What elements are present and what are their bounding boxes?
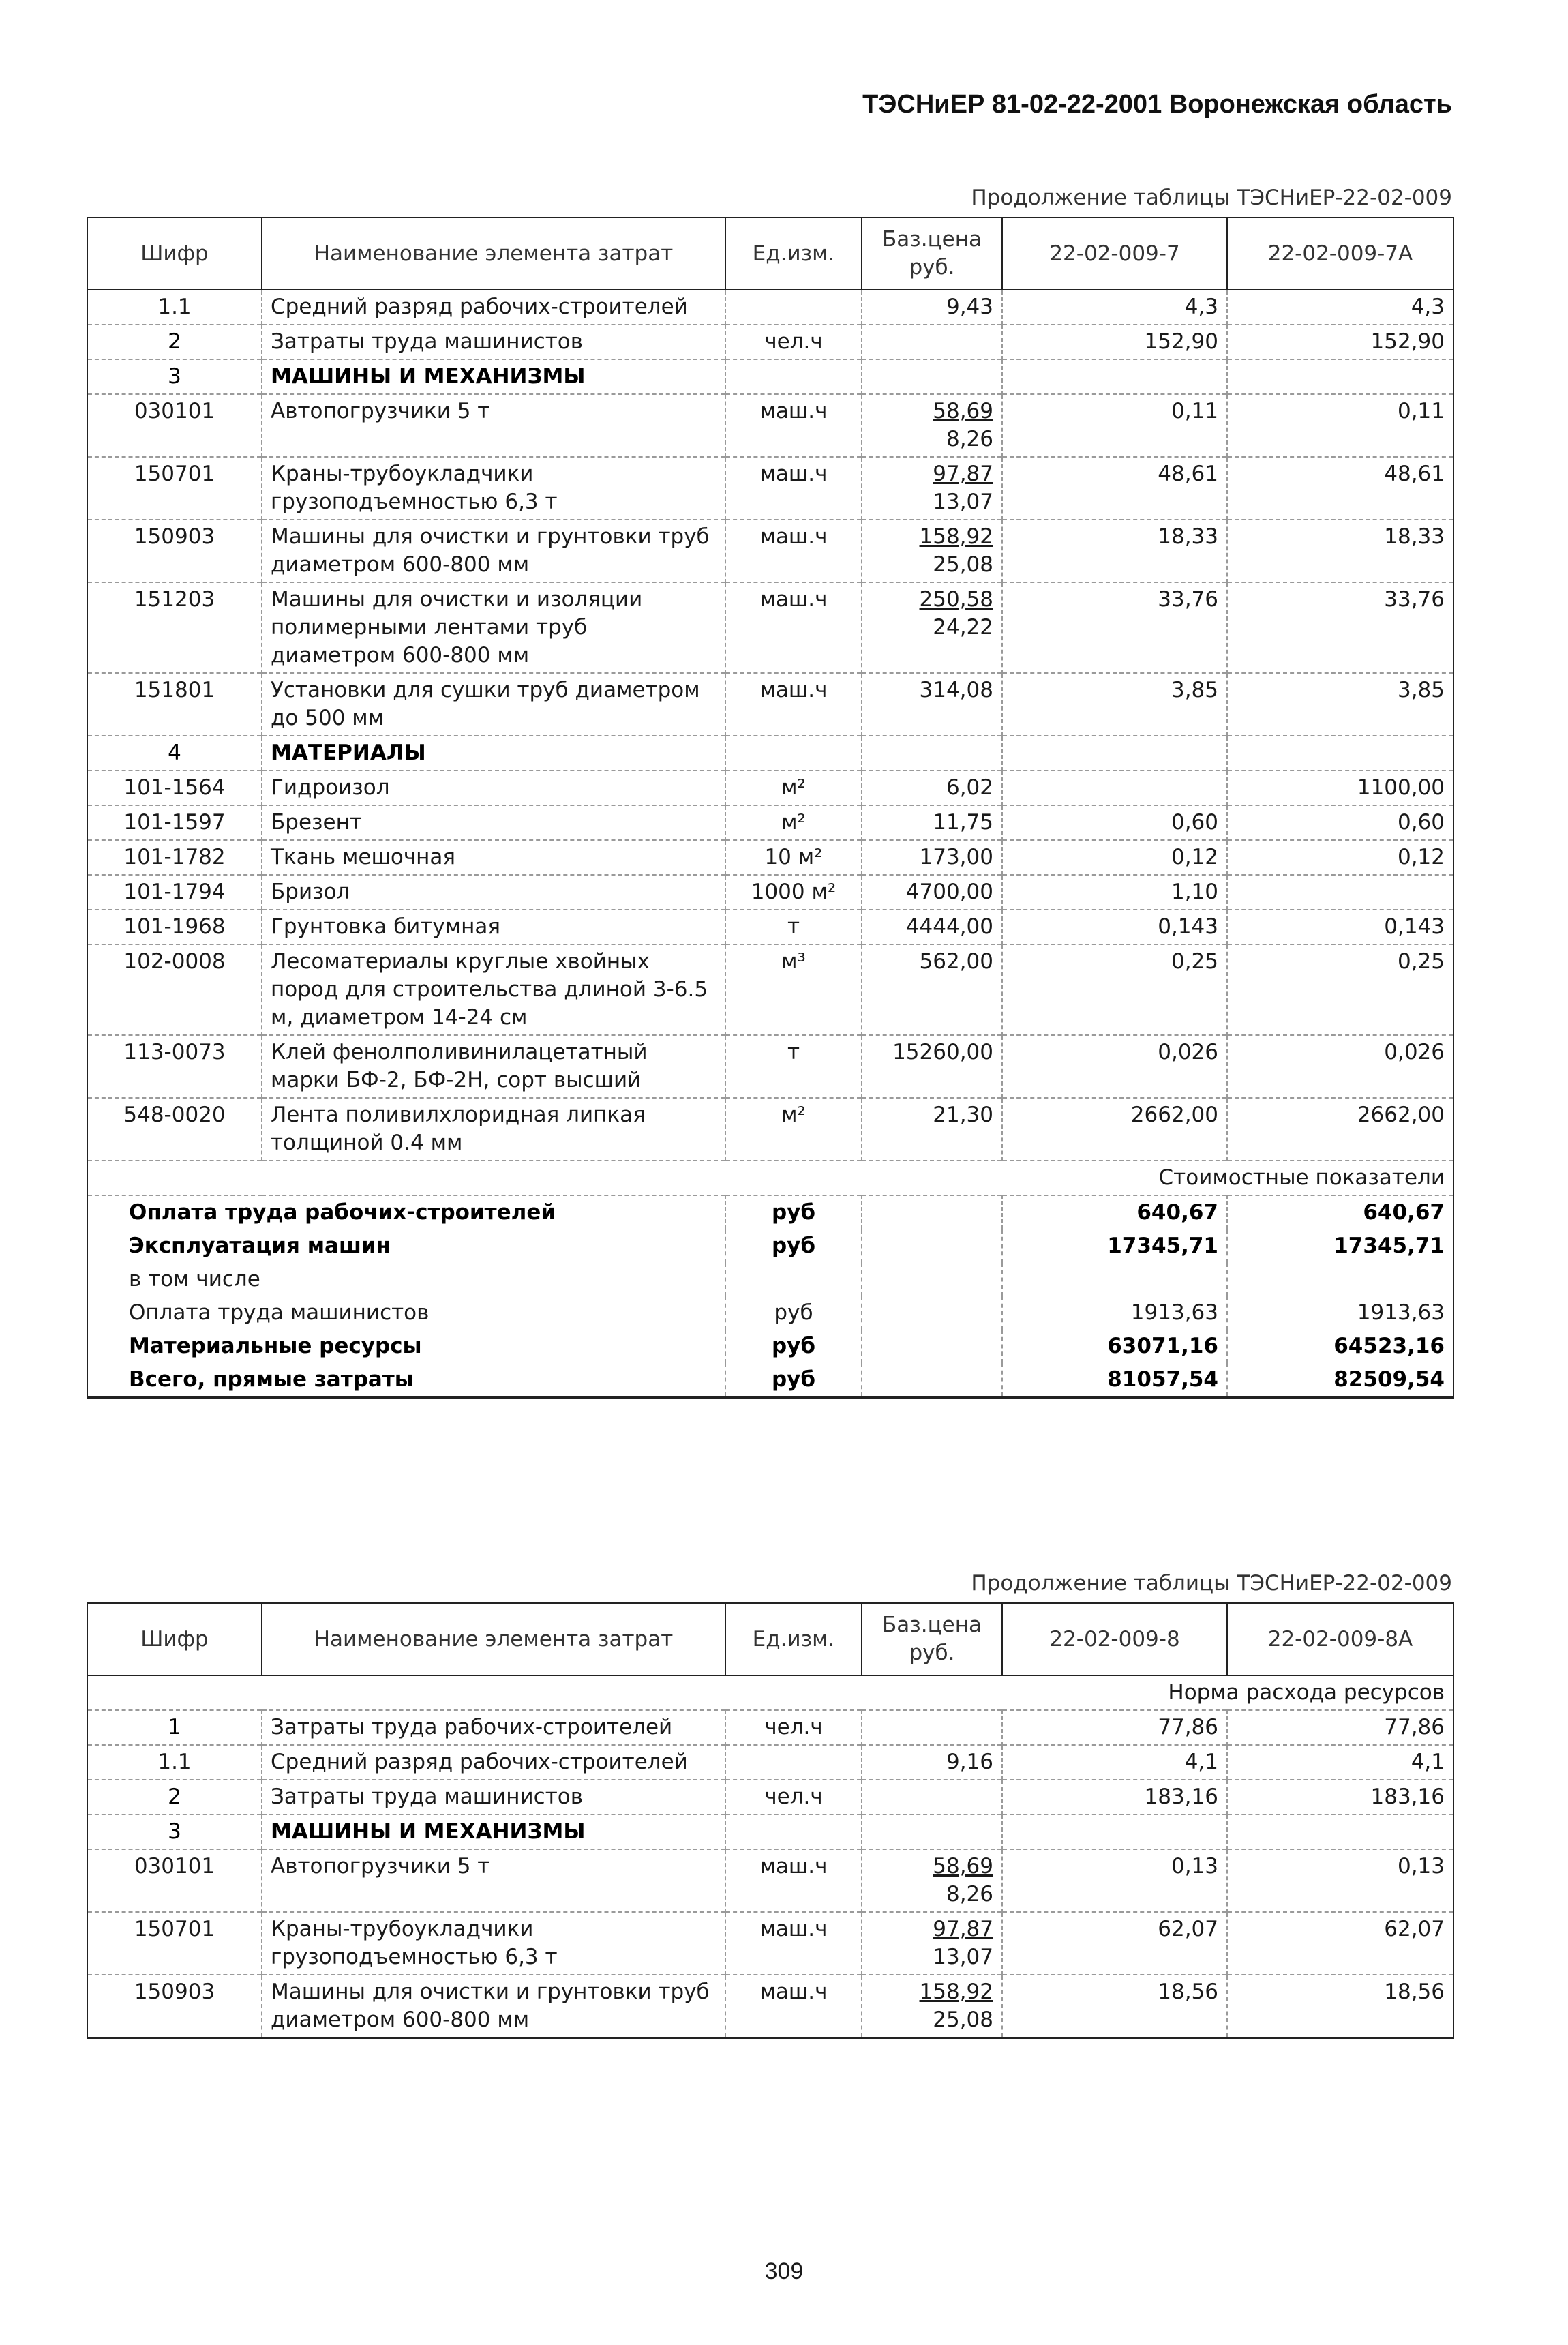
table-row xyxy=(87,1035,1453,1098)
table-row xyxy=(87,736,1453,771)
col-variant2-header: 22-02-009-8А xyxy=(1227,1603,1453,1675)
row-price xyxy=(862,457,1002,520)
row-name: Краны-трубоукладчики грузоподъемностью 6,3 т xyxy=(262,1912,725,1975)
price-wages: 13,07 xyxy=(933,490,993,514)
row-value-variant2: 3,85 xyxy=(1227,673,1453,736)
row-name: Краны-трубоукладчики грузоподъемностью 6,3 т xyxy=(262,457,725,520)
row-code: 102-0008 xyxy=(87,944,262,1035)
summary-label: в том числе xyxy=(87,1263,725,1296)
row-value-variant2 xyxy=(1227,359,1453,394)
summary-empty xyxy=(862,1330,1002,1363)
row-price xyxy=(862,1814,1002,1849)
col-price-header: Баз.цена руб. xyxy=(862,218,1002,290)
row-unit xyxy=(725,1814,862,1849)
table-row xyxy=(87,394,1453,457)
norm-heading-row xyxy=(87,1675,1453,1710)
price-wages: 25,08 xyxy=(933,552,993,577)
row-value-variant1: 152,90 xyxy=(1002,325,1227,359)
row-unit xyxy=(725,1745,862,1780)
row-value-variant2: 4,1 xyxy=(1227,1745,1453,1780)
row-value-variant2 xyxy=(1227,736,1453,771)
summary-value-variant2: 640,67 xyxy=(1227,1195,1453,1229)
row-code: 3 xyxy=(87,359,262,394)
price-total: 97,87 xyxy=(933,1917,993,1941)
summary-unit: руб xyxy=(725,1363,862,1398)
summary-label: Оплата труда рабочих-строителей xyxy=(87,1195,725,1229)
row-price xyxy=(862,394,1002,457)
row-value-variant1: 2662,00 xyxy=(1002,1098,1227,1161)
row-value-variant2: 0,143 xyxy=(1227,910,1453,944)
row-price xyxy=(862,1849,1002,1912)
row-name: Установки для сушки труб диаметром до 500 мм xyxy=(262,673,725,736)
row-unit: маш.ч xyxy=(725,673,862,736)
row-name: Лента поливилхлоридная липкая толщиной 0.4 мм xyxy=(262,1098,725,1161)
row-code: 4 xyxy=(87,736,262,771)
col-name-header: Наименование элемента затрат xyxy=(262,1603,725,1675)
table-row xyxy=(87,1975,1453,2038)
col-price-header: Баз.цена руб. xyxy=(862,1603,1002,1675)
row-value-variant1: 1,10 xyxy=(1002,875,1227,910)
row-unit: м² xyxy=(725,771,862,805)
table-row xyxy=(87,805,1453,840)
row-code: 101-1564 xyxy=(87,771,262,805)
row-value-variant1: 183,16 xyxy=(1002,1780,1227,1814)
table-row xyxy=(87,910,1453,944)
row-unit: маш.ч xyxy=(725,457,862,520)
row-value-variant2: 33,76 xyxy=(1227,582,1453,673)
row-name: Машины для очистки и грунтовки труб диаметром 600-800 мм xyxy=(262,520,725,582)
row-price xyxy=(862,582,1002,673)
price-total: 58,69 xyxy=(933,399,993,423)
row-price: 21,30 xyxy=(862,1098,1002,1161)
table-row xyxy=(87,520,1453,582)
row-name: Машины для очистки и изоляции полимерными лентами труб диаметром 600-800 мм xyxy=(262,582,725,673)
summary-empty xyxy=(862,1296,1002,1330)
summary-value-variant2: 17345,71 xyxy=(1227,1229,1453,1263)
row-value-variant1: 4,1 xyxy=(1002,1745,1227,1780)
row-value-variant1: 33,76 xyxy=(1002,582,1227,673)
cost-indicators-heading-row xyxy=(87,1161,1453,1195)
table-row xyxy=(87,582,1453,673)
price-wages: 8,26 xyxy=(946,1882,993,1907)
row-code: 030101 xyxy=(87,1849,262,1912)
row-name: Автопогрузчики 5 т xyxy=(262,1849,725,1912)
col-unit-header: Ед.изм. xyxy=(725,218,862,290)
row-value-variant2: 0,12 xyxy=(1227,840,1453,875)
row-code: 150701 xyxy=(87,1912,262,1975)
page-number: 309 xyxy=(764,2258,804,2284)
row-name: МАШИНЫ И МЕХАНИЗМЫ xyxy=(262,359,725,394)
price-total: 250,58 xyxy=(919,587,993,612)
row-unit: т xyxy=(725,910,862,944)
summary-value-variant1: 1913,63 xyxy=(1002,1296,1227,1330)
table-row xyxy=(87,1814,1453,1849)
table-row xyxy=(87,1098,1453,1161)
row-name: МАШИНЫ И МЕХАНИЗМЫ xyxy=(262,1814,725,1849)
summary-row xyxy=(87,1330,1453,1363)
row-value-variant1 xyxy=(1002,736,1227,771)
summary-value-variant2 xyxy=(1227,1263,1453,1296)
row-value-variant2: 48,61 xyxy=(1227,457,1453,520)
col-name-header: Наименование элемента затрат xyxy=(262,218,725,290)
summary-value-variant2: 1913,63 xyxy=(1227,1296,1453,1330)
row-unit: маш.ч xyxy=(725,1975,862,2038)
row-name: Затраты труда машинистов xyxy=(262,1780,725,1814)
row-price xyxy=(862,1975,1002,2038)
row-price xyxy=(862,359,1002,394)
col-variant2-header: 22-02-009-7А xyxy=(1227,218,1453,290)
summary-unit: руб xyxy=(725,1195,862,1229)
summary-unit: руб xyxy=(725,1229,862,1263)
row-value-variant1 xyxy=(1002,1814,1227,1849)
table-row xyxy=(87,771,1453,805)
table1-caption: Продолжение таблицы ТЭСНиЕР-22-02-009 xyxy=(971,185,1452,210)
summary-unit: руб xyxy=(725,1330,862,1363)
table-row xyxy=(87,1780,1453,1814)
table-row xyxy=(87,325,1453,359)
table-row xyxy=(87,944,1453,1035)
table1 xyxy=(87,217,1454,1399)
row-code: 151203 xyxy=(87,582,262,673)
row-value-variant2: 0,60 xyxy=(1227,805,1453,840)
table-row xyxy=(87,457,1453,520)
cost-indicators-heading: Стоимостные показатели xyxy=(87,1161,1453,1195)
row-code: 030101 xyxy=(87,394,262,457)
summary-empty xyxy=(862,1229,1002,1263)
row-code: 101-1597 xyxy=(87,805,262,840)
row-name: Средний разряд рабочих-строителей xyxy=(262,290,725,325)
row-value-variant2: 77,86 xyxy=(1227,1710,1453,1745)
row-price: 562,00 xyxy=(862,944,1002,1035)
row-unit xyxy=(725,290,862,325)
row-unit: м² xyxy=(725,1098,862,1161)
row-unit: маш.ч xyxy=(725,582,862,673)
row-price xyxy=(862,325,1002,359)
row-code: 2 xyxy=(87,1780,262,1814)
norm-heading: Норма расхода ресурсов xyxy=(87,1675,1453,1710)
table1-body xyxy=(87,290,1453,1398)
row-value-variant1: 3,85 xyxy=(1002,673,1227,736)
price-wages: 13,07 xyxy=(933,1945,993,1969)
row-code: 2 xyxy=(87,325,262,359)
table1-header-row xyxy=(87,218,1453,290)
row-value-variant1: 0,026 xyxy=(1002,1035,1227,1098)
row-value-variant2: 4,3 xyxy=(1227,290,1453,325)
row-value-variant2 xyxy=(1227,1814,1453,1849)
table-row xyxy=(87,1745,1453,1780)
table-row xyxy=(87,673,1453,736)
row-name: Бризол xyxy=(262,875,725,910)
row-value-variant2: 18,33 xyxy=(1227,520,1453,582)
row-value-variant1 xyxy=(1002,771,1227,805)
row-code: 101-1968 xyxy=(87,910,262,944)
row-name: Грунтовка битумная xyxy=(262,910,725,944)
document-header: ТЭСНиЕР 81-02-22-2001 Воронежская область xyxy=(862,90,1452,119)
row-price xyxy=(862,520,1002,582)
summary-value-variant2: 64523,16 xyxy=(1227,1330,1453,1363)
row-price xyxy=(862,1710,1002,1745)
row-unit: маш.ч xyxy=(725,394,862,457)
table-row xyxy=(87,359,1453,394)
row-unit: маш.ч xyxy=(725,1849,862,1912)
row-value-variant2: 152,90 xyxy=(1227,325,1453,359)
row-code: 150903 xyxy=(87,520,262,582)
row-value-variant1 xyxy=(1002,359,1227,394)
summary-value-variant1: 63071,16 xyxy=(1002,1330,1227,1363)
row-value-variant2: 2662,00 xyxy=(1227,1098,1453,1161)
row-value-variant2: 1100,00 xyxy=(1227,771,1453,805)
row-unit: чел.ч xyxy=(725,1710,862,1745)
row-price: 6,02 xyxy=(862,771,1002,805)
row-name: Клей фенолполивинилацетатный марки БФ-2, БФ-2Н, сорт высший xyxy=(262,1035,725,1098)
table2-caption: Продолжение таблицы ТЭСНиЕР-22-02-009 xyxy=(971,1571,1452,1596)
row-unit: маш.ч xyxy=(725,520,862,582)
summary-row xyxy=(87,1263,1453,1296)
row-price: 4444,00 xyxy=(862,910,1002,944)
row-value-variant1: 0,25 xyxy=(1002,944,1227,1035)
summary-empty xyxy=(862,1263,1002,1296)
table-row xyxy=(87,1849,1453,1912)
row-code: 101-1782 xyxy=(87,840,262,875)
summary-unit xyxy=(725,1263,862,1296)
row-name: Затраты труда рабочих-строителей xyxy=(262,1710,725,1745)
row-value-variant1: 18,56 xyxy=(1002,1975,1227,2038)
row-price: 314,08 xyxy=(862,673,1002,736)
price-total: 158,92 xyxy=(919,1980,993,2004)
summary-row xyxy=(87,1296,1453,1330)
row-value-variant1: 62,07 xyxy=(1002,1912,1227,1975)
row-price xyxy=(862,1912,1002,1975)
row-unit: м³ xyxy=(725,944,862,1035)
row-price xyxy=(862,1780,1002,1814)
row-price: 11,75 xyxy=(862,805,1002,840)
row-unit: м² xyxy=(725,805,862,840)
summary-value-variant2: 82509,54 xyxy=(1227,1363,1453,1398)
row-value-variant2: 183,16 xyxy=(1227,1780,1453,1814)
row-unit: маш.ч xyxy=(725,1912,862,1975)
row-code: 101-1794 xyxy=(87,875,262,910)
row-code: 548-0020 xyxy=(87,1098,262,1161)
row-value-variant2: 0,13 xyxy=(1227,1849,1453,1912)
row-value-variant2: 0,11 xyxy=(1227,394,1453,457)
price-total: 58,69 xyxy=(933,1854,993,1879)
table2 xyxy=(87,1602,1454,2039)
row-value-variant2: 62,07 xyxy=(1227,1912,1453,1975)
summary-row xyxy=(87,1229,1453,1263)
summary-empty xyxy=(862,1363,1002,1398)
row-price: 15260,00 xyxy=(862,1035,1002,1098)
price-total: 97,87 xyxy=(933,462,993,486)
row-value-variant1: 0,143 xyxy=(1002,910,1227,944)
row-name: Ткань мешочная xyxy=(262,840,725,875)
row-name: МАТЕРИАЛЫ xyxy=(262,736,725,771)
row-code: 151801 xyxy=(87,673,262,736)
summary-label: Материальные ресурсы xyxy=(87,1330,725,1363)
row-value-variant2 xyxy=(1227,875,1453,910)
row-value-variant1: 77,86 xyxy=(1002,1710,1227,1745)
row-unit: 10 м² xyxy=(725,840,862,875)
summary-label: Эксплуатация машин xyxy=(87,1229,725,1263)
row-price xyxy=(862,736,1002,771)
row-price: 4700,00 xyxy=(862,875,1002,910)
summary-value-variant1: 81057,54 xyxy=(1002,1363,1227,1398)
col-code-header: Шифр xyxy=(87,1603,262,1675)
table2-body xyxy=(87,1675,1453,2038)
summary-value-variant1: 17345,71 xyxy=(1002,1229,1227,1263)
row-value-variant2: 18,56 xyxy=(1227,1975,1453,2038)
row-unit xyxy=(725,736,862,771)
row-price: 173,00 xyxy=(862,840,1002,875)
row-name: Средний разряд рабочих-строителей xyxy=(262,1745,725,1780)
row-code: 150903 xyxy=(87,1975,262,2038)
row-unit: т xyxy=(725,1035,862,1098)
row-value-variant1: 0,12 xyxy=(1002,840,1227,875)
row-value-variant1: 48,61 xyxy=(1002,457,1227,520)
row-name: Лесоматериалы круглые хвойных пород для строительства длиной 3-6.5 м, диаметром 14-24 см xyxy=(262,944,725,1035)
price-wages: 8,26 xyxy=(946,427,993,451)
summary-label: Всего, прямые затраты xyxy=(87,1363,725,1398)
summary-value-variant1 xyxy=(1002,1263,1227,1296)
row-code: 1.1 xyxy=(87,1745,262,1780)
summary-empty xyxy=(862,1195,1002,1229)
row-value-variant1: 4,3 xyxy=(1002,290,1227,325)
row-name: Гидроизол xyxy=(262,771,725,805)
table-row xyxy=(87,1710,1453,1745)
row-name: Машины для очистки и грунтовки труб диаметром 600-800 мм xyxy=(262,1975,725,2038)
row-price: 9,16 xyxy=(862,1745,1002,1780)
row-code: 113-0073 xyxy=(87,1035,262,1098)
summary-unit: руб xyxy=(725,1296,862,1330)
table2-header-row xyxy=(87,1603,1453,1675)
row-code: 1.1 xyxy=(87,290,262,325)
table-row xyxy=(87,1912,1453,1975)
col-code-header: Шифр xyxy=(87,218,262,290)
row-value-variant2: 0,026 xyxy=(1227,1035,1453,1098)
price-total: 158,92 xyxy=(919,524,993,549)
row-value-variant1: 0,11 xyxy=(1002,394,1227,457)
row-unit xyxy=(725,359,862,394)
row-name: Автопогрузчики 5 т xyxy=(262,394,725,457)
col-variant1-header: 22-02-009-7 xyxy=(1002,218,1227,290)
col-unit-header: Ед.изм. xyxy=(725,1603,862,1675)
row-code: 150701 xyxy=(87,457,262,520)
row-code: 3 xyxy=(87,1814,262,1849)
row-name: Затраты труда машинистов xyxy=(262,325,725,359)
table-row xyxy=(87,840,1453,875)
table-row xyxy=(87,290,1453,325)
row-value-variant1: 18,33 xyxy=(1002,520,1227,582)
row-code: 1 xyxy=(87,1710,262,1745)
summary-row xyxy=(87,1363,1453,1398)
col-variant1-header: 22-02-009-8 xyxy=(1002,1603,1227,1675)
row-price: 9,43 xyxy=(862,290,1002,325)
summary-row xyxy=(87,1195,1453,1229)
row-value-variant1: 0,13 xyxy=(1002,1849,1227,1912)
row-unit: 1000 м² xyxy=(725,875,862,910)
row-value-variant1: 0,60 xyxy=(1002,805,1227,840)
row-name: Брезент xyxy=(262,805,725,840)
row-unit: чел.ч xyxy=(725,325,862,359)
summary-value-variant1: 640,67 xyxy=(1002,1195,1227,1229)
row-unit: чел.ч xyxy=(725,1780,862,1814)
price-wages: 24,22 xyxy=(933,615,993,640)
price-wages: 25,08 xyxy=(933,2007,993,2032)
row-value-variant2: 0,25 xyxy=(1227,944,1453,1035)
table-row xyxy=(87,875,1453,910)
summary-label: Оплата труда машинистов xyxy=(87,1296,725,1330)
